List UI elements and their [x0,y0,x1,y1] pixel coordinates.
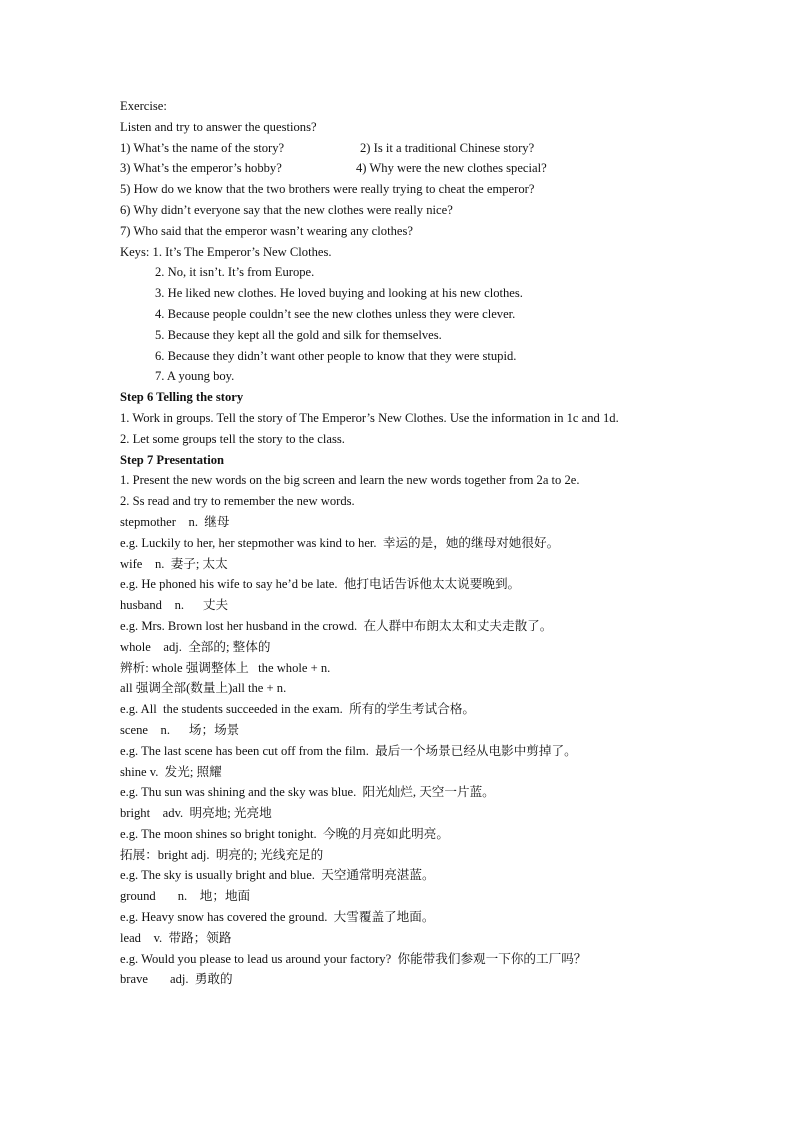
vocab-line: e.g. Would you please to lead us around your factory? 你能带我们参观一下你的工厂吗？ [120,951,587,966]
question-7: 7) Who said that the emperor wasn’t wearing any clothes? [120,223,413,238]
key-3: 3. He liked new clothes. He loved buying and looking at his new clothes. [155,286,523,301]
vocabulary-list [120,512,680,990]
key-4: 4. Because people couldn’t see the new clothes unless they were clever. [155,306,516,321]
key-2: 2. No, it isn’t. It’s from Europe. [155,265,315,280]
keys-label: Keys: [120,244,150,259]
vocab-line: e.g. The sky is usually bright and blue. 天空通常明亮湛蓝。 [120,868,435,883]
vocab-line: ground n. 地；地面 [120,889,251,904]
question-row-2 [120,158,680,179]
document-body [120,96,680,990]
key-7: 7. A young boy. [155,369,235,384]
key-6: 6. Because they didn’t want other people to know that they were stupid. [155,348,517,363]
vocab-line: bright adv. 明亮地; 光亮地 [120,806,272,821]
exercise-title: Exercise: [120,99,167,113]
key-1: 1. It’s The Emperor’s New Clothes. [152,244,332,259]
step7-heading: Step 7 Presentation [120,452,225,467]
question-row-1 [120,138,680,159]
exercise-instruction: Listen and try to answer the questions? [120,119,317,134]
step6-heading: Step 6 Telling the story [120,390,244,405]
vocab-line: scene n. 场；场景 [120,722,240,737]
vocab-line: stepmother n. 继母 [120,514,230,529]
vocab-line: lead v. 带路；领路 [120,930,232,945]
vocab-line: e.g. Luckily to her, her stepmother was kind to her. 幸运的是，她的继母对她很好。 [120,535,560,550]
vocab-line: brave adj. 勇敢的 [120,972,233,987]
vocab-line: all 强调全部(数量上)all the + n. [120,681,287,696]
question-3: 3) What’s the emperor’s hobby? [120,161,282,176]
vocab-line: whole adj. 全部的; 整体的 [120,639,271,654]
key-5: 5. Because they kept all the gold and silk for themselves. [155,327,442,342]
question-2: 2) Is it a traditional Chinese story? [360,140,535,155]
vocab-line: e.g. The last scene has been cut off from the film. 最后一个场景已经从电影中剪掉了。 [120,743,577,758]
question-4: 4) Why were the new clothes special? [356,161,547,176]
vocab-line: e.g. Thu sun was shining and the sky was blue. 阳光灿烂, 天空一片蓝。 [120,785,495,800]
question-5: 5) How do we know that the two brothers were really trying to cheat the emperor? [120,182,535,197]
step7-paragraph-2: 2. Ss read and try to remember the new words. [120,494,355,509]
vocab-line: e.g. All the students succeeded in the exam. 所有的学生考试合格。 [120,702,476,717]
vocab-line: husband n. 丈夫 [120,598,229,613]
vocab-line: e.g. The moon shines so bright tonight. 今晚的月亮如此明亮。 [120,826,449,841]
question-6: 6) Why didn’t everyone say that the new clothes were really nice? [120,202,453,217]
vocab-line: e.g. He phoned his wife to say he’d be late. 他打电话告诉他太太说要晚到。 [120,577,521,592]
step6-paragraph-1: 1. Work in groups. Tell the story of The Emperor’s New Clothes. Use the information in 1c and 1d. [120,410,619,425]
step7-paragraph-1: 1. Present the new words on the big screen and learn the new words together from 2a to 2e. [120,473,580,488]
vocab-line: e.g. Mrs. Brown lost her husband in the crowd. 在人群中布朗太太和丈夫走散了。 [120,618,553,633]
question-1: 1) What’s the name of the story? [120,140,285,155]
step6-paragraph-2: 2. Let some groups tell the story to the class. [120,431,345,446]
vocab-line: wife n. 妻子; 太太 [120,556,228,571]
vocab-line: 拓展：bright adj. 明亮的; 光线充足的 [120,847,324,862]
vocab-line: e.g. Heavy snow has covered the ground. 大雪覆盖了地面。 [120,910,435,925]
vocab-line: shine v. 发光; 照耀 [120,764,222,779]
key-row-1 [120,242,680,263]
vocab-line: 辨析: whole 强调整体上 the whole + n. [120,660,331,675]
